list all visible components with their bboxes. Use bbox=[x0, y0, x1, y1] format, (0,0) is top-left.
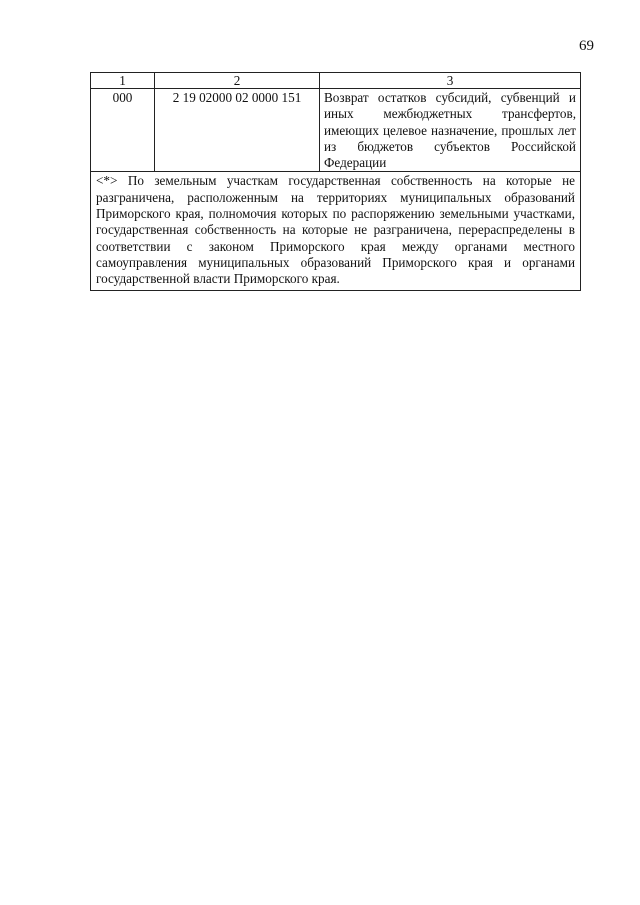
footnote-row bbox=[91, 172, 581, 290]
income-name-cell: Возврат остатков субсидий, субвенций и иных межбюджетных трансфертов, имеющих целевое назначение, прошлых лет из бюджетов субъектов Российской Федерации bbox=[320, 89, 581, 172]
income-codes-table bbox=[90, 72, 581, 291]
header-col-1: 1 bbox=[91, 73, 155, 89]
header-col-3: 3 bbox=[320, 73, 581, 89]
footnote-text: <*> По земельным участкам государственная собственность на которые не разграничена, расположенным на территориях муниципальных образований Приморского края, полномочия которых по распоряжению земельными участками, государственная собственность на которые не разграничена, перераспределены в соответствии с законом Приморского края между органами местного самоуправления муниципальных образований Приморского края и органами государственной власти Приморского края. bbox=[91, 172, 581, 290]
admin-code-cell: 000 bbox=[91, 89, 155, 172]
income-code-cell: 2 19 02000 02 0000 151 bbox=[155, 89, 320, 172]
page-number: 69 bbox=[579, 38, 594, 54]
table-row bbox=[91, 89, 581, 172]
header-col-2: 2 bbox=[155, 73, 320, 89]
table-header-row bbox=[91, 73, 581, 89]
